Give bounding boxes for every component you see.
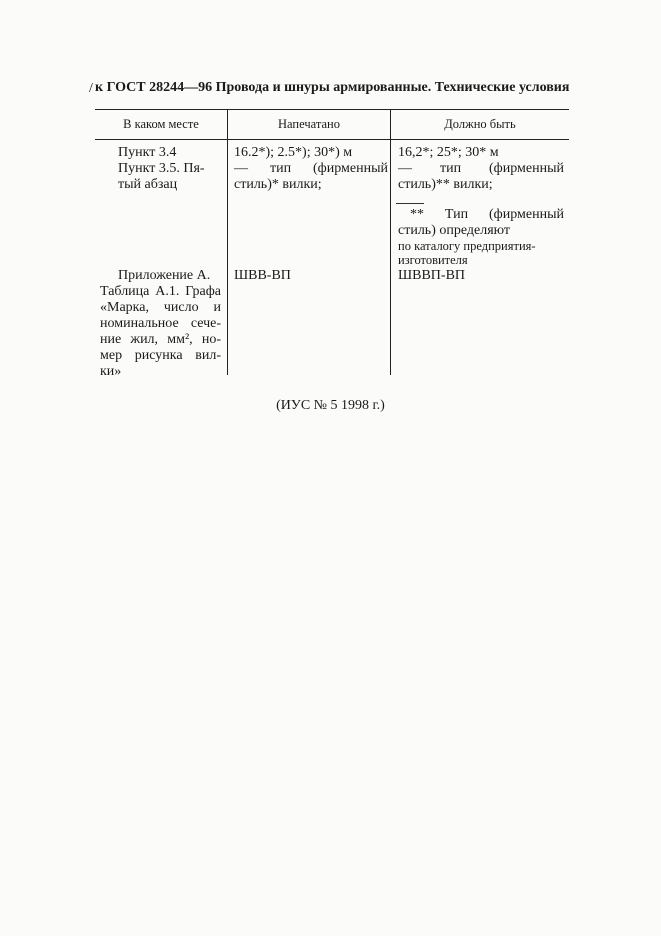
row2-place: [100, 268, 221, 380]
row2-place-line: мер рисунка вил-: [100, 348, 221, 363]
row1-place-line: Пункт 3.4: [118, 145, 177, 160]
row1-printed-line: — тип (фирменный: [234, 161, 388, 176]
row1-should-line: 16,2*; 25*; 30* м: [398, 145, 499, 160]
row2-should-be: ШВВП-ВП: [398, 268, 466, 283]
source-reference: (ИУС № 5 1998 г.): [276, 398, 385, 413]
row2-place-line: Приложение А.: [118, 268, 211, 283]
header-title: к ГОСТ 28244—96 Провода и шнуры армированные. Технические условия: [95, 80, 570, 95]
margin-mark: /: [89, 81, 93, 96]
footnote-line: ** Тип (фирменный: [410, 207, 564, 222]
row2-place-line: Таблица А.1. Графа: [100, 284, 221, 299]
column-header-printed: Напечатано: [278, 117, 340, 131]
table-top-rule: [95, 109, 569, 110]
column-divider-2: [390, 109, 391, 375]
footnote-line: стиль) определяют: [398, 223, 511, 238]
row1-place-line: Пункт 3.5. Пя-: [118, 161, 205, 176]
footnote-line: изготовителя: [398, 253, 468, 267]
column-header-should-be: Должно быть: [444, 117, 516, 131]
row1-place: [118, 145, 218, 193]
row1-printed: [234, 145, 388, 193]
footnote-separator: [396, 203, 424, 204]
row1-should-line: стиль)** вилки;: [398, 177, 493, 192]
row2-place-line: ние жил, мм², но-: [100, 332, 221, 347]
row1-place-line: тый абзац: [118, 177, 178, 192]
row1-printed-line: 16.2*); 2.5*); 30*) м: [234, 145, 353, 160]
table-header-rule: [95, 139, 569, 140]
row1-should-be: [398, 145, 564, 193]
column-divider-1: [227, 109, 228, 375]
document-header: [89, 80, 585, 96]
row2-place-line: номинальное сече-: [100, 316, 221, 331]
footnote-line: по каталогу предприятия-: [398, 239, 536, 253]
row1-should-line: — тип (фирменный: [398, 161, 564, 176]
column-header-place: В каком месте: [123, 117, 199, 131]
row1-printed-line: стиль)* вилки;: [234, 177, 322, 192]
row1-footnote: [398, 207, 564, 267]
row2-place-line: «Марка, число и: [100, 300, 221, 315]
row2-place-line: ки»: [100, 364, 122, 379]
row2-printed: ШВВ-ВП: [234, 268, 291, 283]
